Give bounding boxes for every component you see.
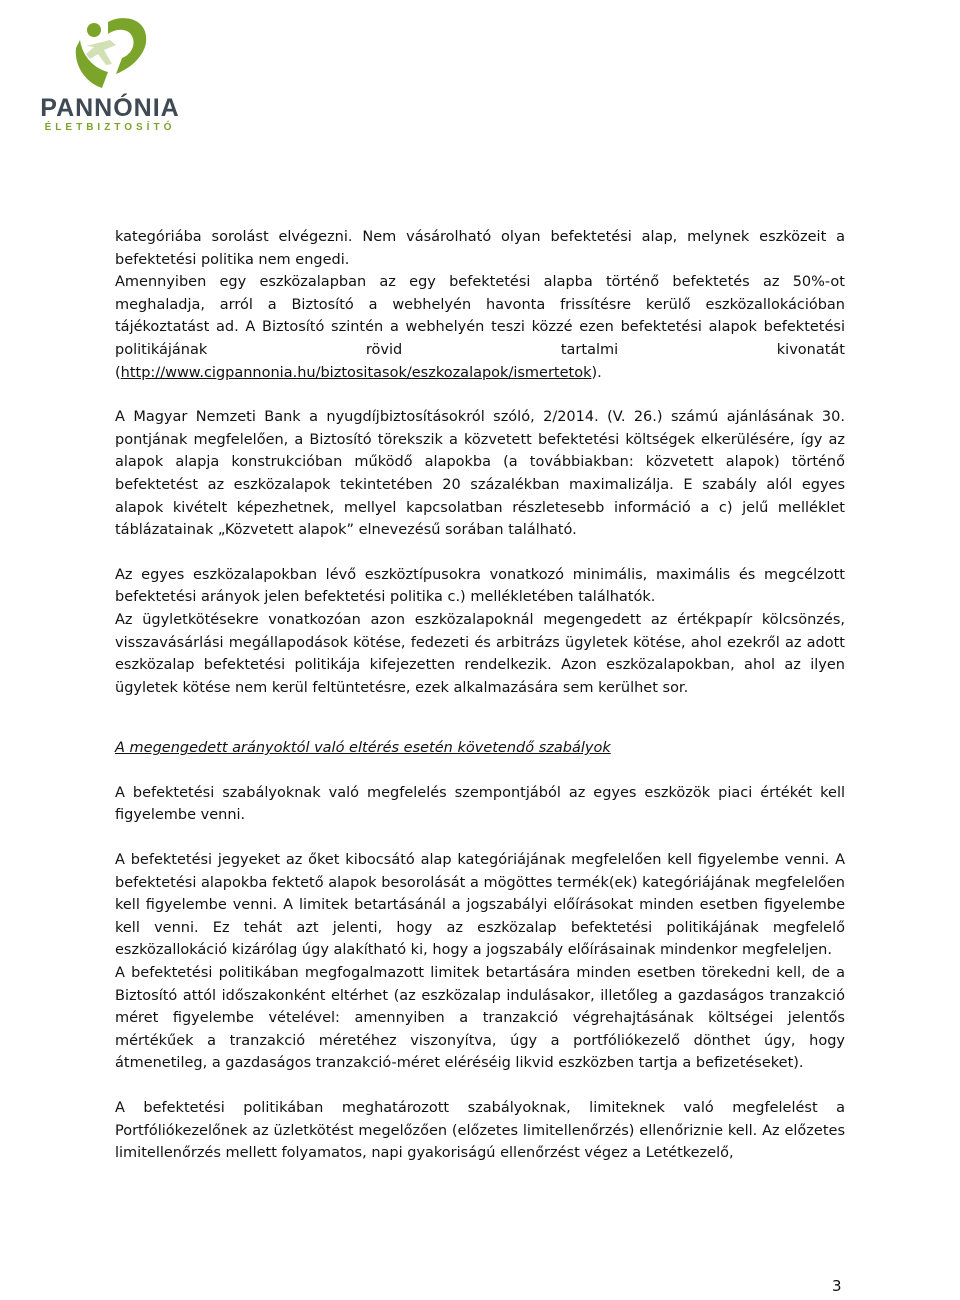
logo-subtitle: ÉLETBIZTOSÍTÓ [44,122,176,133]
spacer [115,384,845,406]
paragraph-5: Az ügyletkötésekre vonatkozóan azon eszközalapoknál megengedett az értékpapír kölcsönzés, visszavásárlási megállapodások kötése, fedezeti és arbitrázs ügyletek kötése, ahol ezekről az adott eszközalap befektetési politikája kifejezetten rendelkezik. Azon eszközalapokban, ahol az ilyen ügyletek kötése nem kerül feltüntetésre, ezek alkalmazására sem kerülhet sor. [115,611,845,696]
document-body [115,226,845,1165]
runner-emblem-icon [72,14,152,92]
paragraph-1: kategóriába sorolást elvégezni. Nem vásárolható olyan befektetési alap, melynek eszközeit a befektetési politika nem engedi. [115,229,845,268]
paragraph-6: A befektetési szabályoknak való megfelelés szempontjából az egyes eszközök piaci értékét kell figyelembe venni. [115,784,845,824]
ismertetok-link[interactable]: http://www.cigpannonia.hu/biztositasok/eszkozalapok/ismertetok [120,364,592,381]
page-number: 3 [832,1277,842,1295]
paragraph-2-end: ). [591,364,602,381]
spacer [115,699,845,737]
logo-name: PANNÓNIA [40,94,180,122]
spacer [115,542,845,564]
section-heading: A megengedett arányoktól való eltérés esetén követendő szabályok [115,740,611,757]
company-logo [28,14,198,134]
paragraph-8: A befektetési politikában megfogalmazott limitek betartására minden esetben törekedni kell, de a Biztosító attól időszakonként eltérhet (az eszközalap indulásakor, illetőleg a gazdaságos tranzakció méret figyelembe vételével: amennyiben a tranzakció végrehajtásának költségei jelentős mértékűek a tranzakció méretéhez viszonyítva, úgy a portfóliókezelő dönthet úgy, hogy átmenetileg, a gazdaságos tranzakció-méret eléréséig likvid eszközben tartja a befizetéseket). [115,965,845,1072]
paragraph-9: A befektetési politikában meghatározott szabályoknak, limiteknek való megfelelést a Portfóliókezelőnek az üzletkötést megelőzően (előzetes limitellenőrzés) ellenőriznie kell. Az előzetes limitellenőrzés mellett folyamatos, napi gyakoriságú ellenőrzést végez a Letétkezelő, [115,1100,845,1162]
paragraph-4: Az egyes eszközalapokban lévő eszköztípusokra vonatkozó minimális, maximális és megcélzott befektetési arányok jelen befektetési politika c.) mellékletében találhatók. [115,566,845,606]
paragraph-2 [115,271,845,384]
paragraph-2-text: Amennyiben egy eszközalapban az egy befektetési alapba történő befektetés az 50%-ot meghaladja, arról a Biztosító a webhelyén havonta frissítésre kerülő eszközallokációban tájékoztatást ad. A Biztosító szintén a webhelyén teszi közzé ezen befektetési alapok befektetési politikájának rövid tartalmi kivonatát ( [115,274,845,381]
spacer [115,827,845,849]
paragraph-7: A befektetési jegyeket az őket kibocsátó alap kategóriájának megfelelően kell figyelembe venni. A befektetési alapokba fektető alapok besorolását a mögöttes termék(ek) kategóriájának megfelelően kell figyelembe venni. A limitek betartásánál a jogszabályi előírásokat minden esetben figyelembe kell venni. Ez tehát azt jelenti, hogy az eszközalap befektetési politikájának megfelelő eszközallokáció kizárólag úgy alakítható ki, hogy a jogszabály előírásainak mindenkor megfeleljen. [115,852,845,959]
spacer [115,1075,845,1097]
paragraph-3: A Magyar Nemzeti Bank a nyugdíjbiztosításokról szóló, 2/2014. (V. 26.) számú ajánlásának 30. pontjának megfelelően, a Biztosító törekszik a közvetett befektetési költségek elkerülésére, így az alapok alapja konstrukcióban működő alapokba (a továbbiakban: közvetett alapok) történő befektetést az eszközalapok tekintetében 20 százalékban maximalizálja. E szabály alól egyes alapok kivételt képezhetnek, mellyel kapcsolatban részletesebb információ a c) jelű melléklet táblázatainak „Közvetett alapok” elnevezésű sorában található. [115,409,845,539]
spacer [115,760,845,782]
